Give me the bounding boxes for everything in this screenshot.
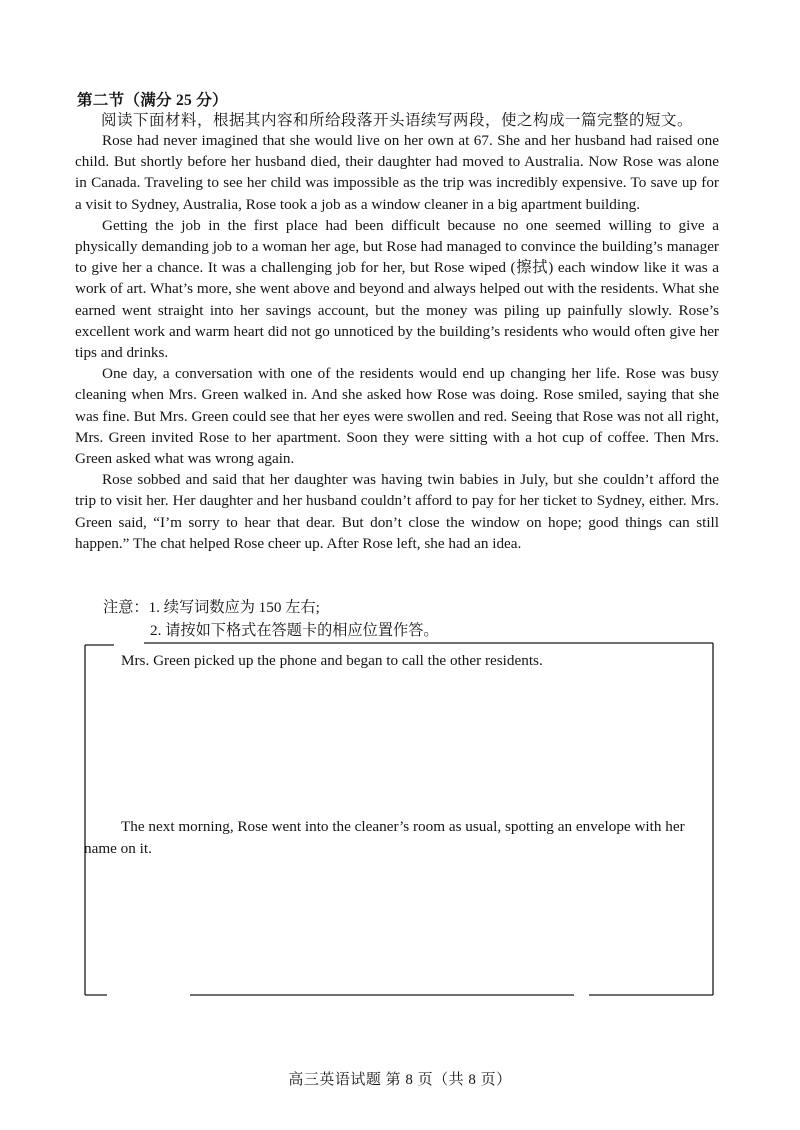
passage-paragraph-3: One day, a conversation with one of the residents would end up changing her life. Rose was busy cleaning when Mrs. Green walked in. And she asked how Rose was doing. Rose smiled, saying that she was fine. But Mrs. Green could see that her eyes were swollen and red. Seeing that Rose was not all right, Mrs. Green invited Rose to her apartment. Soon they were sitting with a hot cup of coffee. Then Mrs. Green asked what was wrong again. [75,365,719,468]
continuation-opening-1: Mrs. Green picked up the phone and began to call the other residents. [121,652,543,669]
page-footer: 高三英语试题 第 8 页（共 8 页） [288,1072,512,1088]
answer-box [84,641,714,997]
note-item-2: 2. 请按如下格式在答题卡的相应位置作答。 [150,622,439,639]
continuation-opening-2: The next morning, Rose went into the cleaner’s room as usual, spotting an envelope with her name on it. [84,818,685,857]
notes-label: 注意： [103,599,149,616]
section-heading: 第二节（满分 25 分） [77,92,228,109]
note-item-1: 1. 续写词数应为 150 左右; [148,599,320,616]
passage-paragraph-1: Rose had never imagined that she would live on her own at 67. She and her husband had raised one child. But shortly before her husband died, their daughter had moved to Australia. Now Rose was alone in Canada. Traveling to see her child was impossible as the trip was incredibly expensive. To save up for a visit to Sydney, Australia, Rose took a job as a window cleaner in a big apartment building. [75,132,719,213]
passage-paragraph-2: Getting the job in the first place had been difficult because no one seemed willing to give a physically demanding job to a woman her age, but Rose had managed to convince the building’s manager to give her a chance. It was a challenging job for her, but Rose wiped (擦拭) each window like it was a work of art. What’s more, she went above and beyond and always helped out with the residents. What she earned went straight into her savings account, but the money was piling up painfully slowly. Rose’s excellent work and warm heart did not go unnoticed by the building’s residents who would often give her tips and drinks. [75,216,719,362]
reading-passage [75,130,719,554]
section-instruction: 阅读下面材料，根据其内容和所给段落开头语续写两段，使之构成一篇完整的短文。 [101,112,694,129]
passage-paragraph-4: Rose sobbed and said that her daughter was having twin babies in July, but she couldn’t afford the trip to visit her. Her daughter and her husband couldn’t afford to pay for her ticket to Sydney, either. Mrs. Green said, “I’m sorry to hear that dear. But don’t close the window on hope; good things can still happen.” The chat helped Rose cheer up. After Rose left, she had an idea. [75,471,719,552]
notes-block [103,596,439,642]
